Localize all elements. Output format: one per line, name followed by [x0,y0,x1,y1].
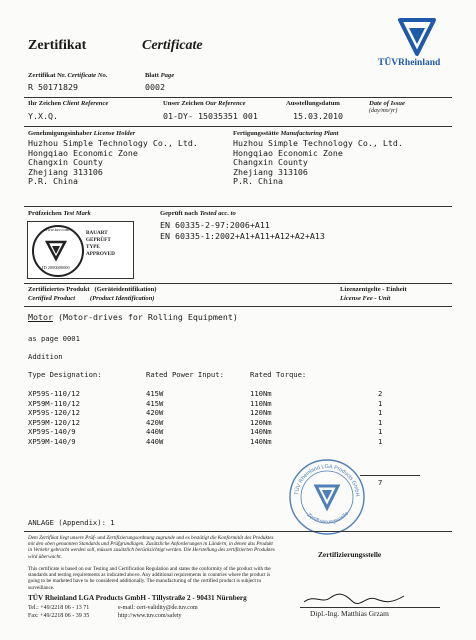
signature [300,592,410,606]
address-line: Hongqiao Economic Zone [233,147,343,158]
table-cell: XP59S-120/12 [28,408,80,417]
table-cell: 1 [378,427,383,436]
divider [24,97,452,98]
signature-line [300,607,440,608]
license-fee-label-de: Lizenzentgelte - Einheit [340,286,407,293]
table-cell: 1 [378,408,383,417]
test-mark-badge-text [86,230,115,258]
ring-text-bottom: ID 2000000000 [42,265,70,270]
col-header-torque: Rated Torque: [250,370,307,379]
divider [24,531,452,532]
divider [24,306,452,307]
torque-column [250,389,272,446]
signatory-name: Dipl.-Ing. Matthias Grzam [310,609,389,618]
addition-label: Addition [28,352,63,361]
fee-column [378,389,382,446]
badge-line: GEPRÜFT [86,237,111,243]
address-line: Huzhou Simple Technology Co., Ltd. [233,138,403,148]
as-page-note: as page 0001 [28,334,80,343]
address-line: P.R. China [233,176,283,187]
stamp-ring-bottom: Zertifizierungsstelle [305,510,350,526]
manufacturing-plant-address [233,139,403,187]
signature-icon [300,592,410,606]
page-label: Blatt Page [145,72,175,79]
footer-company: TÜV Rheinland LGA Products GmbH - Tillystraße 2 - 90431 Nürnberg [28,594,247,602]
official-stamp [288,458,366,536]
badge-line: APPROVED [86,251,115,257]
standard-item: EN 60335-1:2002+A1+A11+A12+A2+A13 [160,230,325,241]
manufacturing-plant-label: Fertigungsstätte Manufacturing Plant [233,130,339,137]
tuv-triangle-icon [45,239,67,261]
badge-line: BAUART [86,230,108,236]
footer-web: http://www.tuv.com/safety [118,613,182,619]
table-cell: 110Nm [250,389,272,398]
address-line: P.R. China [28,176,78,187]
table-cell: 1 [378,398,383,408]
tested-acc-label: Geprüft nach Tested acc. to [160,210,236,217]
license-fee-label-en: License Fee - Unit [340,295,391,302]
table-cell: XP59M-140/9 [28,436,76,446]
date-format: (day/mo/yr) [369,108,398,114]
stamp-ring-top: TÜV Rheinland LGA Products GmbH [294,463,361,497]
title-german: Zertifikat [28,38,87,53]
table-cell: 440W [146,427,164,436]
product-desc: (Motor-drives for Rolling Equipment) [57,312,238,322]
divider [24,126,452,127]
address-line: Changxin County [233,157,308,168]
certified-product-label-en: Certified Product (Product Identification) [28,295,155,302]
power-column [146,389,163,446]
title-english: Certificate [142,38,203,53]
address-line: Zhejiang 313106 [233,166,308,177]
col-header-type: Type Designation: [28,370,102,379]
test-mark-badge [27,221,134,279]
divider [24,283,452,284]
issue-date-value: 15.03.2010 [293,111,343,121]
table-cell: 120Nm [250,417,272,427]
type-column [28,389,80,446]
table-cell: 2 [378,389,383,398]
standards-list [160,220,325,241]
svg-text:Zertifizierungsstelle [306,511,350,526]
footer-fax: Fax: +49/2218 06 - 39 35 [28,613,90,619]
product-title [28,312,238,322]
table-cell: 415W [146,389,164,398]
client-ref-value: Y.X.Q. [28,111,58,121]
ring-text-top: www.tuv.com [44,227,70,232]
tuv-logo [378,14,456,74]
product-name: Motor [28,312,53,322]
client-ref-label: Ihr Zeichen Client Reference [28,100,109,107]
address-line: Changxin County [28,157,103,168]
table-cell: 420W [146,408,164,417]
address-line: Huzhou Simple Technology Co., Ltd. [28,138,198,148]
page-mark: 7 [378,478,383,487]
tuv-logo-text: TÜVRheinland [378,58,441,68]
underline [360,475,420,476]
cert-no-label: Zertifikat Nr. Certificate No. [28,72,108,79]
table-cell: 415W [146,398,164,408]
license-holder-label: Genehmigungsinhaber License Holder [28,130,136,137]
table-cell: 120Nm [250,408,272,417]
table-cell: XP59M-120/12 [28,417,80,427]
test-mark-label: Prüfzeichen Test Mark [28,210,91,217]
disclaimer-english: This certificate is based on our Testing and Certification Regulation and states the conformity of the product with the standards and testing requirements as indicated above. Any additional requirements in countries where the product is going to be marketed have to be considered additionally. The manufacturing of the certified product is subject to surveillance. [28,566,271,591]
certified-product-label-de: Zertifiziertes Produkt (Geräteidentifikation) [28,286,157,293]
our-ref-label: Unser Zeichen Our Reference [163,100,246,107]
annex-label: ANLAGE (Appendix): 1 [28,518,115,527]
table-cell: 140Nm [250,436,272,446]
issue-date-label: Ausstellungsdatum [286,100,340,107]
divider [24,206,452,207]
table-cell: XP59S-110/12 [28,389,80,398]
our-ref-value: 01-DY- 15035351 001 [163,111,258,121]
address-line: Hongqiao Economic Zone [28,147,138,158]
table-cell: 1 [378,436,383,446]
footer-tel: Tel.: +49/2218 06 - 13 71 [28,605,90,611]
tuv-triangle-icon [378,14,456,58]
cert-no-value: R 50171829 [28,82,78,92]
table-cell: 440W [146,436,164,446]
table-cell: XP59M-110/12 [28,398,80,408]
col-header-power: Rated Power Input: [146,370,224,379]
date-of-issue-label: Date of Issue [369,100,405,107]
certification-body-label: Zertifizierungsstelle [318,550,382,559]
table-cell: 1 [378,417,383,427]
footer-email: e-mail: cert-validity@de.tuv.com [118,605,198,611]
table-cell: 140Nm [250,427,272,436]
stamp-seal-icon [288,458,366,536]
table-cell: 110Nm [250,398,272,408]
table-cell: 420W [146,417,164,427]
address-line: Zhejiang 313106 [28,166,103,177]
badge-line: TYPE [86,244,100,250]
standard-item: EN 60335-2-97:2006+A11 [160,220,270,230]
table-cell: XP59S-140/9 [28,427,76,436]
license-holder-address [28,139,198,187]
disclaimer-german: Dem Zertifikat liegt unsere Prüf- und Zertifizierungsordnung zugrunde und es bestätigt die Konformität des Produktes mit den oben genannten Standards und Prüfgrundlagen. Zusätzliche Anforderungen in Ländern, in denen das Produkt in Verkehr gebracht werden soll, müssen zusätzlich berücksichtigt werden. Die Herstellung des zertifizierten Produktes wird überwacht. [28,535,275,560]
page-value: 0002 [145,82,165,92]
